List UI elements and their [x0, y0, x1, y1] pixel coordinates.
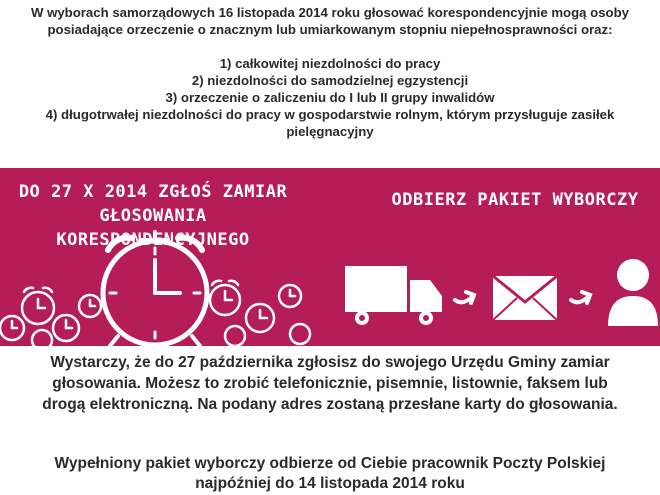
footer-line-1: Wypełniony pakiet wyborczy odbierze od Ciebie pracownik Poczty Polskiej: [54, 455, 606, 472]
alarm-clock-icon: [210, 281, 310, 346]
intro-line-1: W wyborach samorządowych 16 listopada 2014 roku głosować korespondencyjnie mogą osoby: [30, 5, 629, 20]
footer-line-2: najpóźniej do 14 listopada 2014 roku: [195, 475, 465, 492]
info-line-2: głosowania. Możesz to zrobić telefonicznie, pisemnie, listownie, faksem lub: [52, 375, 608, 392]
condition-item: 3) orzeczenie o zaliczeniu do I lub II grupy inwalidów: [165, 90, 495, 105]
banner-deadline-heading: [8, 180, 298, 252]
condition-item: 4) długotrwałej niezdolności do pracy w gospodarstwie rolnym, którym przysługuje zasiłek: [45, 107, 615, 122]
info-text: [0, 352, 660, 415]
intro-line-2: posiadające orzeczenie o znacznym lub umiarkowanym stopniu niepełnosprawności oraz:: [47, 22, 613, 37]
person-icon: [608, 259, 658, 326]
conditions-list: [0, 55, 660, 140]
truck-icon: [345, 266, 442, 325]
intro-text: [0, 4, 660, 140]
condition-item: 1) całkowitej niezdolności do pracy: [219, 56, 441, 71]
footer-text: [0, 454, 660, 494]
condition-item: 2) niezdolności do samodzielnej egzystencji: [191, 73, 469, 88]
condition-item: pielęgnacyjny: [286, 124, 374, 139]
banner-pickup-heading: ODBIERZ PAKIET WYBORCZY: [391, 190, 639, 210]
banner-left-line-2: GŁOSOWANIA KORESPONDENCYJNEGO: [56, 206, 250, 250]
info-line-3: drogą elektroniczną. Na podany adres zostaną przesłane karty do głosowania.: [42, 396, 618, 413]
alarm-clock-icon: [0, 288, 101, 346]
banner-left-line-1: DO 27 X 2014 ZGŁOŚ ZAMIAR: [18, 182, 288, 202]
banner: [0, 168, 660, 346]
envelope-icon: [493, 276, 557, 320]
info-line-1: Wystarczy, że do 27 października zgłosisz do swojego Urzędu Gminy zamiar: [50, 354, 610, 371]
